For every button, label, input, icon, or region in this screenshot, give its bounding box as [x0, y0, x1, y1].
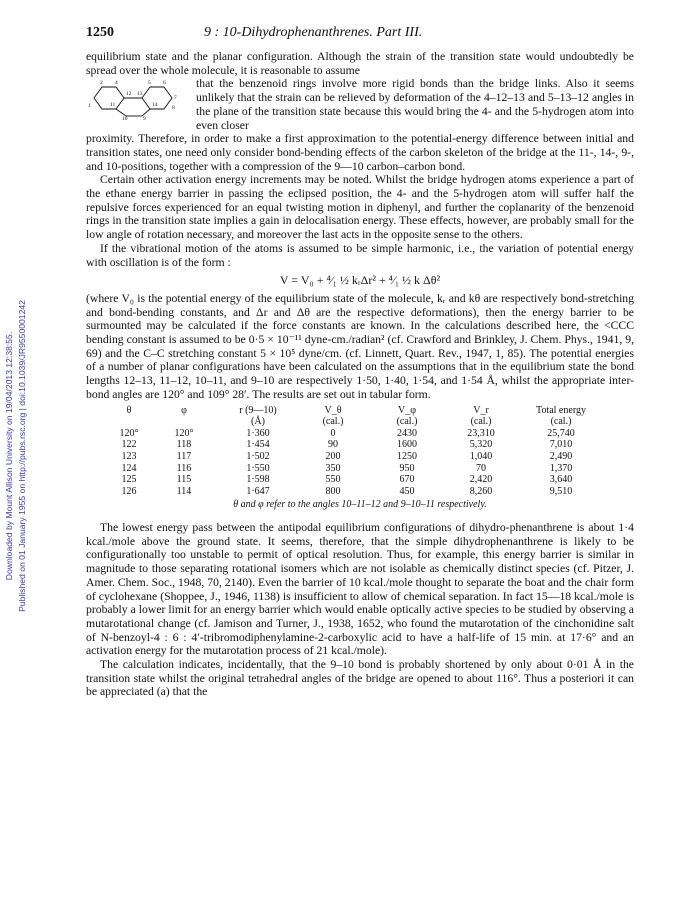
table-cell: 2,420	[469, 474, 493, 486]
bridge-bond-right	[142, 109, 150, 116]
table-cell: 114	[176, 485, 192, 497]
paragraph-activation-increments: Certain other activation energy increments may be noted. Whilst the bridge hydrogen atoms experience a part of the ethane energy barrier in passing the eclipsed position, the 4- and the 5-hydrogen atom will suffer half the repulsive forces experienced for an equal twisting motion in diphenyl, and further the coplanarity of the benzenoid rings in the transition state implies a gain in delocalisation energy. These effects, however, are probably small for the low angle of rotation necessary, and moreover the last acts in the opposite sense to the others.	[86, 173, 634, 242]
atom-label: 14	[152, 102, 158, 109]
page-number: 1250	[86, 25, 114, 40]
atom-label: 1	[88, 103, 91, 110]
atom-label: 4	[115, 80, 118, 87]
table-cell: 123	[121, 450, 137, 462]
table-unit-cell	[110, 416, 148, 428]
atom-label: 11	[110, 102, 116, 109]
paragraph-energy-barrier-discussion: The lowest energy pass between the antipodal equilibrium configurations of dihydro-phenanthrene is about 1·4 kcal./mole above the ground state. It seems, therefore, that the simple dihydrophenanthrene is likely to be configurationally too unstable to permit of optical resolution. Thus, for example, this energy barrier is similar in magnitude to those separating rotational isomers which are not isolable as chemically distinct species (cf. Pitzer, J. Amer. Chem. Soc., 1948, 70, 2140). Even the barrier of 10 kcal./mole thought to separate the boat and the chair form of cyclohexane (Shoppee, J., 1946, 1138) is insufficient to allow of chemical separation. In fact 15—18 kcal./mole is probably a lower limit for an energy barrier which would enable optically active species to be studied by observing a mutarotational change (cf. Jamison and Turner, J., 1938, 1652, who found the mutarotation of the cinchonidine salt of N-benzoyl-4 : 6 : 4′-tribromodiphenylamine-2-carboxylic acid to have a half-life of 15 min. at 17·6° and an activation energy for the mutarotation process of 21 kcal./mole).	[86, 521, 634, 658]
atom-label: 13	[137, 91, 143, 98]
table-unit-cell: (cal.)	[550, 416, 572, 428]
table-cell: 1·360	[246, 427, 270, 439]
table-cell: 2430	[397, 427, 417, 439]
running-header	[86, 26, 634, 48]
table-cell: 450	[399, 485, 415, 497]
atom-label: 12	[126, 91, 132, 98]
paragraph-continuation: proximity. Therefore, in order to make a first approximation to the potential-energy difference between initial and transition states, one need only consider bond-bending effects of the carbon skeleton of the bridge at the 11-, 14-, 9-, and 10-positions, together with a compression of the 9—10 carbon–carbon bond.	[86, 132, 634, 173]
paragraph-harmonic-assumption: If the vibrational motion of the atoms is assumed to be simple harmonic, i.e., the variation of potential energy with oscillation is of the form :	[86, 241, 634, 269]
table-cell: 9,510	[549, 485, 573, 497]
table-cell: 126	[121, 485, 137, 497]
table-header-cell: V_r	[473, 404, 489, 416]
download-watermark	[0, 0, 40, 912]
table-header-cell: V_φ	[398, 404, 416, 416]
table-cell: 1·647	[246, 485, 270, 497]
table-cell: 90	[328, 439, 338, 451]
table-cell: 1,370	[549, 462, 573, 474]
publication-notice: Published on 01 January 1955 on http://pubs.rsc.org | doi:10.1039/JR9550001242	[17, 300, 27, 612]
table-cell: 118	[176, 439, 192, 451]
table-header-cell: V_θ	[324, 404, 342, 416]
table-cell: 8,260	[469, 485, 493, 497]
table-cell: 5,320	[469, 439, 493, 451]
atom-label: 6	[163, 80, 166, 87]
table-unit-cell: (cal.)	[322, 416, 344, 428]
dihydrophenanthrene-structure-diagram	[86, 78, 186, 120]
table-cell: 115	[176, 474, 192, 486]
table-cell: 800	[325, 485, 341, 497]
table-cell: 950	[399, 462, 415, 474]
table-units-row	[110, 416, 604, 428]
table-cell: 120°	[174, 427, 194, 439]
journal-page	[86, 26, 634, 699]
bridge-bond-left	[116, 109, 126, 116]
table-header-row	[110, 405, 604, 417]
paragraph-bond-shortening: The calculation indicates, incidentally, that the 9–10 bond is probably shortened by only about 0·01 Å in the transition state whilst the original tetrahedral angles of the bridge are opened to about 116°. Thus a posteriori it can be appreciated (a) that the	[86, 658, 634, 699]
table-cell: 550	[325, 474, 341, 486]
paragraph-figure-wrap: that the benzenoid rings involve more rigid bonds than the bridge links. Also it seems unlikely that the strain can be relieved by deformation of the 4–12–13 and 5–13–12 angles in the plane of the transition state because this would bring the 4- and the 5-hydrogen atom into even closer	[196, 77, 634, 132]
table-cell: 120°	[119, 427, 139, 439]
table-cell: 3,640	[549, 474, 573, 486]
running-title: 9 : 10-Dihydrophenanthrenes. Part III.	[204, 25, 423, 40]
table-cell: 117	[176, 450, 192, 462]
table-row	[110, 451, 604, 463]
table-cell: 116	[176, 462, 192, 474]
left-benzene-ring	[94, 87, 124, 109]
table-cell: 124	[121, 462, 137, 474]
download-notice: Downloaded by Mount Allison University on 19/04/2013 12:38:55.	[4, 331, 14, 581]
table-cell: 1250	[397, 450, 417, 462]
table-row	[110, 428, 604, 440]
figure-row	[86, 77, 634, 132]
table-cell: 1,040	[469, 450, 493, 462]
atom-label: 7	[174, 95, 177, 102]
table-row	[110, 463, 604, 475]
table-cell: 2,490	[549, 450, 573, 462]
paragraph-intro: equilibrium state and the planar configuration. Although the strain of the transition state would undoubtedly be spread over the whole molecule, it is reasonable to assume	[86, 50, 634, 77]
table-cell: 200	[325, 450, 341, 462]
table-header-cell: φ	[181, 404, 187, 416]
table-cell: 1·550	[246, 462, 270, 474]
table-cell: 23,310	[467, 427, 495, 439]
atom-label: 5	[148, 80, 151, 87]
table-unit-cell: (Å)	[251, 416, 265, 428]
results-table	[110, 405, 604, 498]
table-unit-cell	[148, 416, 220, 428]
table-unit-cell: (cal.)	[396, 416, 418, 428]
atom-label: 2	[100, 80, 103, 87]
paragraph-force-constants: (where V₀ is the potential energy of the equilibrium state of the molecule, kᵣ and kθ are respectively bond-stretching and bond-bending constants, and Δr and Δθ are the respective deformations), then the energy barrier to be surmounted may be calculated if the force constants are known. In the calculations described here, the <CCC bending constant is assumed to be 0·5 × 10⁻¹¹ dyne-cm./radian² (cf. Crawford and Brinkley, J. Chem. Phys., 1941, 9, 69) and the C–C stretching constant 5 × 10⁵ dyne/cm. (cf. Linnett, Quart. Rev., 1947, 1, 85). The potential energies of a number of planar configurations have been calculated on the assumptions that in the equilibrium state the bond lengths 12–13, 11–12, 10–11, and 9–10 are respectively 1·50, 1·40, 1·54, and 1·54 Å, whilst the appropriate inter-bond angles are 120° and 109° 28′. The results are set out in tabular form.	[86, 291, 634, 401]
table-cell: 7,010	[549, 439, 573, 451]
table-footnote: θ and φ refer to the angles 10–11–12 and 9–10–11 respectively.	[233, 499, 487, 511]
atom-label: 9	[143, 116, 146, 121]
table-header-cell: θ	[126, 404, 132, 416]
atom-label: 10	[122, 116, 128, 121]
table-header-cell: Total energy	[536, 404, 586, 416]
table-cell: 1·598	[246, 474, 270, 486]
table-cell: 125	[121, 474, 137, 486]
table-cell: 1·502	[246, 450, 270, 462]
table-cell: 670	[399, 474, 415, 486]
table-cell: 1·454	[246, 439, 270, 451]
table-unit-cell: (cal.)	[470, 416, 492, 428]
table-row	[110, 474, 604, 486]
potential-energy-equation: V = V₀ + ⁴⁄₁ ½ kᵣΔr² + ⁴⁄₁ ½ k Δθ²	[279, 273, 441, 288]
table-row	[110, 439, 604, 451]
table-cell: 0	[330, 427, 336, 439]
table-cell: 122	[121, 439, 137, 451]
table-cell: 350	[325, 462, 341, 474]
atom-label: 8	[172, 105, 175, 112]
table-cell: 1600	[397, 439, 417, 451]
table-cell: 25,740	[547, 427, 575, 439]
table-cell: 70	[476, 462, 486, 474]
table-header-cell: r (9—10)	[239, 404, 277, 416]
table-row	[110, 486, 604, 498]
